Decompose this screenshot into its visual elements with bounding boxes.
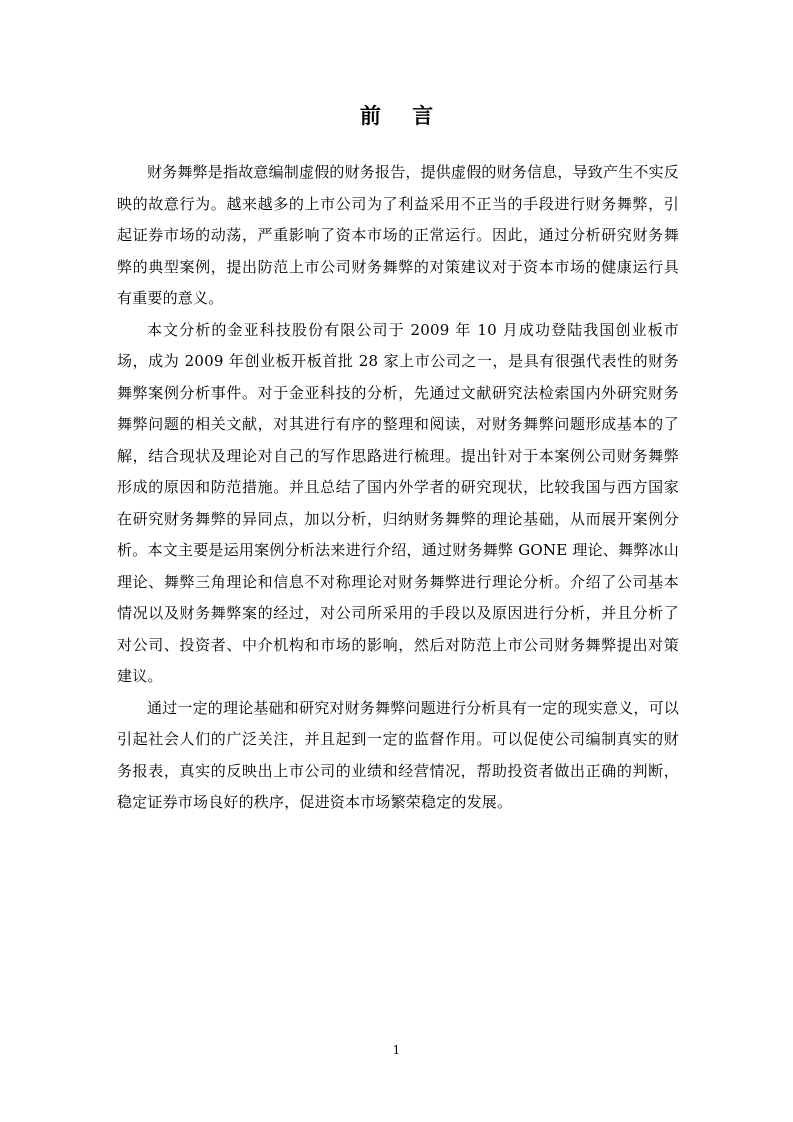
- paragraph-3: 通过一定的理论基础和研究对财务舞弊问题进行分析具有一定的现实意义，可以引起社会人们的广泛关注，并且起到一定的监督作用。可以促使公司编制真实的财务报表，真实的反映出上市公司的业绩和经营情况，帮助投资者做出正确的判断，稳定证券市场良好的秩序，促进资本市场繁荣稳定的发展。: [117, 698, 680, 811]
- page-number: 1: [392, 1043, 401, 1057]
- body-text: [117, 157, 679, 819]
- page-title: 前 言: [359, 103, 446, 128]
- paragraph-2: 本文分析的金亚科技股份有限公司于 2009 年 10 月成功登陆我国创业板市场，成为 2009 年创业板开板首批 28 家上市公司之一，是具有很强代表性的财务舞弊案例分析事件。对于金亚科技的分析，先通过文献研究法检索国内外研究财务舞弊问题的相关文献，对其进行有序的整理和阅读，对财务舞弊问题形成基本的了解，结合现状及理论对自己的写作思路进行梳理。提出针对于本案例公司财务舞弊形成的原因和防范措施。并且总结了国内外学者的研究现状，比较我国与西方国家在研究财务舞弊的异同点，加以分析，归纳财务舞弊的理论基础，从而展开案例分析。本文主要是运用案例分析法来进行介绍，通过财务舞弊 GONE 理论、舞弊冰山理论、舞弊三角理论和信息不对称理论对财务舞弊进行理论分析。介绍了公司基本情况以及财务舞弊案的经过，对公司所采用的手段以及原因进行分析，并且分析了对公司、投资者、中介机构和市场的影响，然后对防范上市公司财务舞弊提出对策建议。: [117, 320, 679, 685]
- paragraph-1: 财务舞弊是指故意编制虚假的财务报告，提供虚假的财务信息，导致产生不实反映的故意行为。越来越多的上市公司为了利益采用不正当的手段进行财务舞弊，引起证券市场的动荡，严重影响了资本市场的正常运行。因此，通过分析研究财务舞弊的典型案例，提出防范上市公司财务舞弊的对策建议对于资本市场的健康运行具有重要的意义。: [117, 163, 680, 307]
